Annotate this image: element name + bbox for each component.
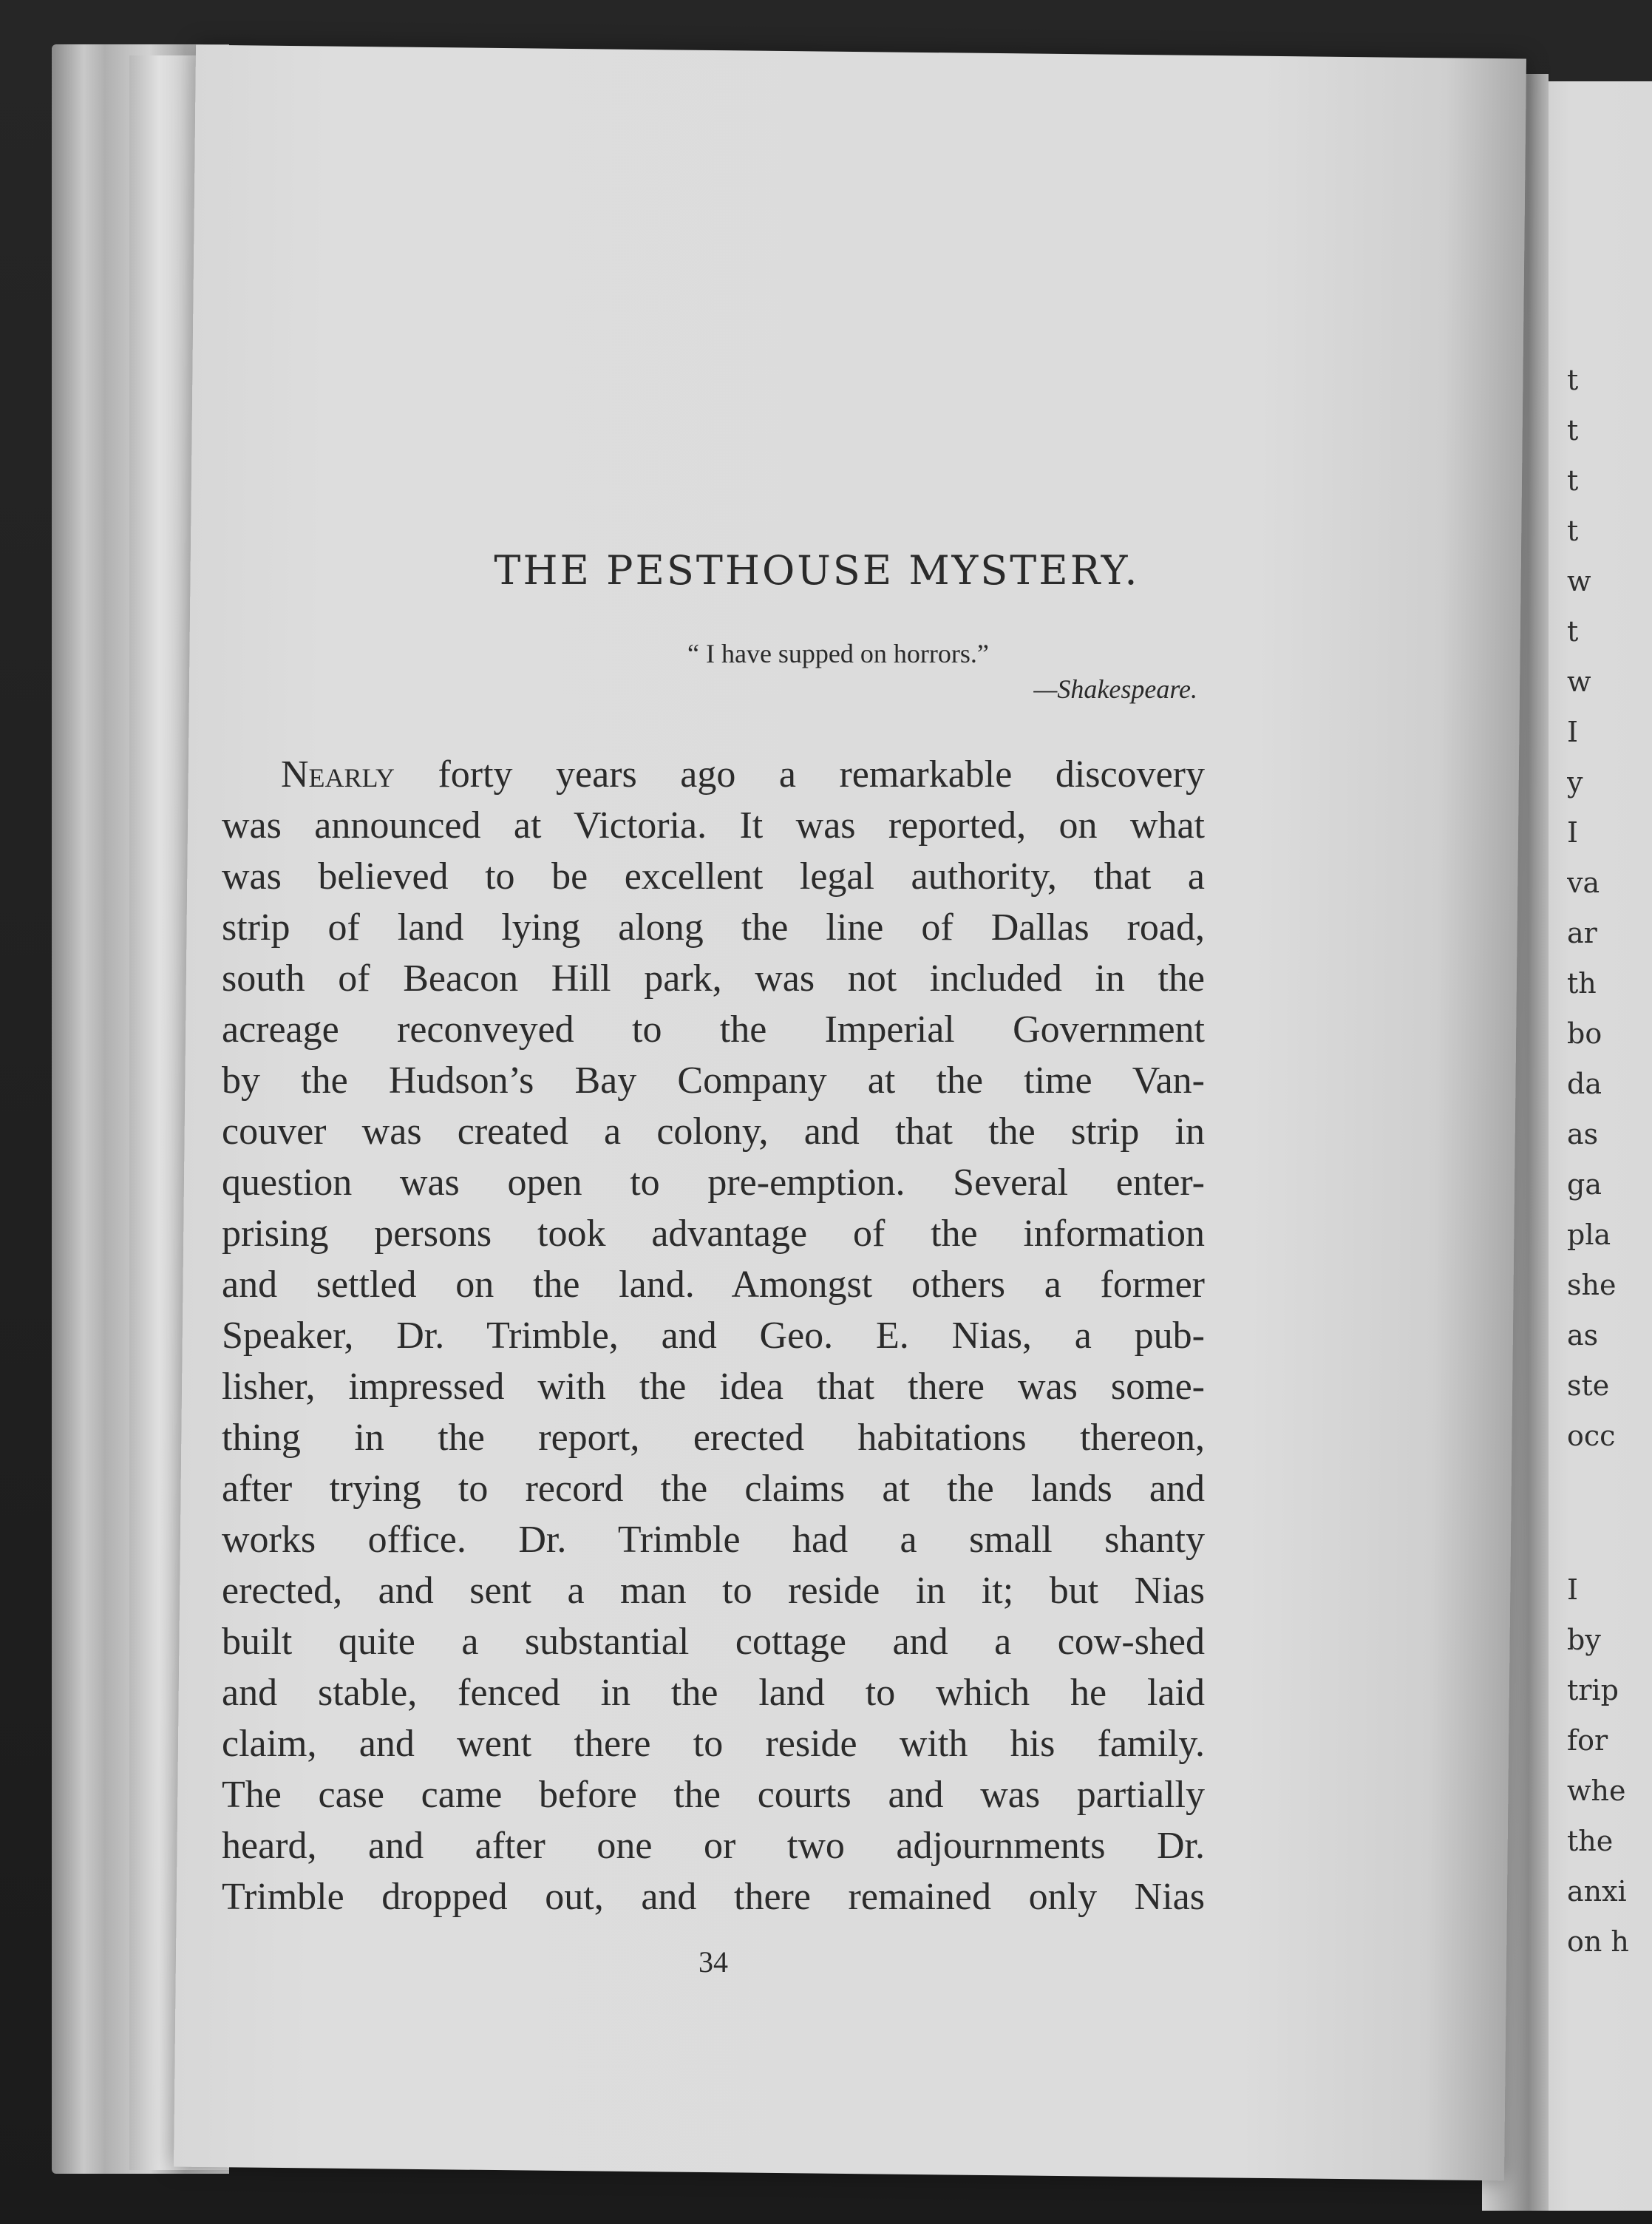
page-content	[222, 488, 1404, 1979]
next-page-fragment: I	[1567, 1573, 1579, 1606]
next-page-text-fragments	[1567, 355, 1652, 1967]
next-page-fragment: y	[1567, 766, 1583, 799]
next-page-fragment: th	[1567, 967, 1597, 1000]
body-line: Trimble dropped out, and there remained only Nias	[222, 1876, 1205, 1918]
body-line: thing in the report, erected habitations thereon,	[222, 1417, 1205, 1459]
body-line: couver was created a colony, and that the strip in	[222, 1111, 1205, 1153]
next-page-fragment: ga	[1567, 1168, 1602, 1201]
body-line: The case came before the courts and was partially	[222, 1774, 1205, 1816]
page-number: 34	[698, 1945, 728, 1979]
next-page-fragment: w	[1567, 565, 1591, 597]
next-page-fragment: on h	[1567, 1925, 1629, 1958]
next-page-fragment: for	[1567, 1724, 1608, 1757]
body-line: question was open to pre-emption. Several enter-	[222, 1162, 1205, 1204]
body-line: prising persons took advantage of the information	[222, 1213, 1205, 1255]
next-page-fragment: ste	[1567, 1369, 1610, 1402]
next-page-fragment: as	[1567, 1118, 1599, 1150]
epigraph	[687, 638, 1279, 705]
body-line: after trying to record the claims at the lands and	[222, 1468, 1205, 1510]
next-page-fragment: t	[1567, 615, 1579, 648]
next-page-fragment: I	[1567, 816, 1579, 849]
body-line: south of Beacon Hill park, was not included in the	[222, 957, 1205, 1000]
next-page-fragment: the	[1567, 1825, 1614, 1857]
next-page-fragment: she	[1567, 1269, 1617, 1301]
page-title: THE PESTHOUSE MYSTERY.	[494, 547, 1140, 594]
body-line: by the Hudson’s Bay Company at the time Van-	[222, 1060, 1205, 1102]
epigraph-quote: “ I have supped on horrors.”	[687, 639, 989, 668]
drop-lead-word: Nearly	[281, 753, 395, 796]
body-line: acreage reconveyed to the Imperial Government	[222, 1008, 1205, 1051]
next-page-fragment: whe	[1567, 1774, 1626, 1807]
body-line: was announced at Victoria. It was reported, on what	[222, 804, 1205, 847]
next-page-fragment: va	[1567, 867, 1600, 899]
next-page-fragment: I	[1567, 716, 1579, 748]
body-line: was believed to be excellent legal authority, that a	[222, 855, 1205, 898]
next-page-fragment: bo	[1567, 1017, 1602, 1050]
next-page-fragment: pla	[1567, 1218, 1611, 1251]
body-line: Speaker, Dr. Trimble, and Geo. E. Nias, a pub-	[222, 1315, 1205, 1357]
body-line: and stable, fenced in the land to which he laid	[222, 1672, 1205, 1714]
body-line: heard, and after one or two adjournments Dr.	[222, 1825, 1205, 1867]
next-page-fragment: occ	[1567, 1420, 1616, 1452]
body-text	[222, 749, 1205, 1922]
next-page-fragment: da	[1567, 1068, 1602, 1100]
body-line	[222, 749, 1205, 800]
body-line: claim, and went there to reside with his family.	[222, 1723, 1205, 1765]
body-line: strip of land lying along the line of Dallas road,	[222, 906, 1205, 949]
body-line: works office. Dr. Trimble had a small shanty	[222, 1519, 1205, 1561]
next-page-fragment: t	[1567, 515, 1579, 547]
next-page-fragment: by	[1567, 1624, 1601, 1656]
next-page-fragment: trip	[1567, 1674, 1619, 1706]
body-line: and settled on the land. Amongst others a former	[222, 1264, 1205, 1306]
body-line: lisher, impressed with the idea that there was some-	[222, 1366, 1205, 1408]
body-line-text: forty years ago a remarkable discovery	[394, 753, 1205, 796]
next-page-fragment: ar	[1567, 917, 1597, 949]
body-line: built quite a substantial cottage and a cow-shed	[222, 1621, 1205, 1663]
epigraph-attribution: —Shakespeare.	[1033, 674, 1197, 704]
next-page-fragment: t	[1567, 464, 1579, 497]
next-page-fragment	[1567, 1461, 1652, 1564]
next-page-fragment: t	[1567, 414, 1579, 447]
next-page-fragment: w	[1567, 665, 1591, 698]
next-page-fragment: t	[1567, 364, 1579, 396]
body-line: erected, and sent a man to reside in it; but Nias	[222, 1570, 1205, 1612]
next-page-fragment: anxi	[1567, 1875, 1627, 1908]
next-page-fragment: as	[1567, 1319, 1599, 1352]
